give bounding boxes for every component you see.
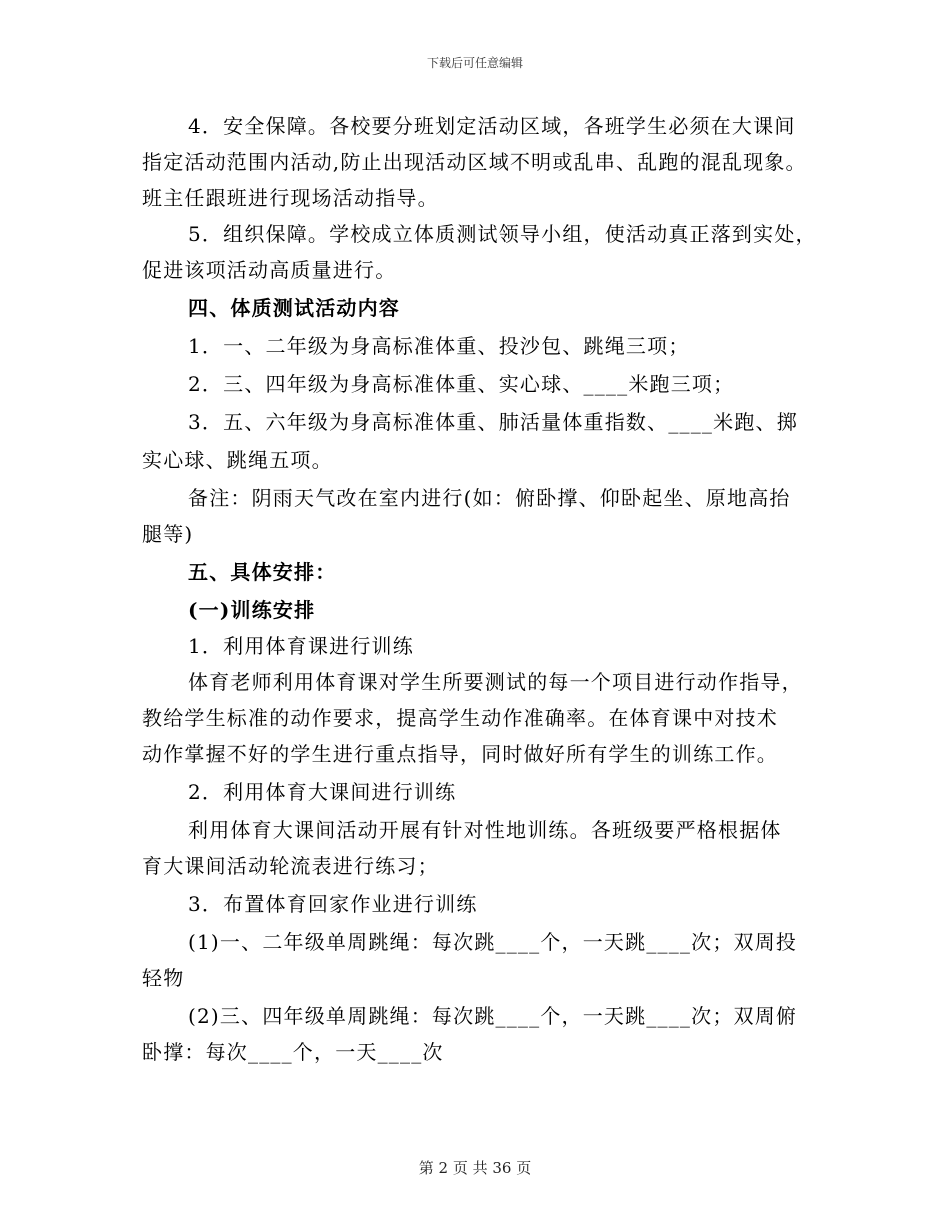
body-line: 动作掌握不好的学生进行重点指导，同时做好所有学生的训练工作。 [142, 742, 778, 766]
body-line: (1)一、二年级单周跳绳：每次跳____个，一天跳____次；双周投 [188, 930, 798, 954]
body-line: 班主任跟班进行现场活动指导。 [142, 186, 439, 210]
body-line: 备注：阴雨天气改在室内进行(如：俯卧撑、仰卧起坐、原地高抬 [188, 486, 791, 510]
body-line: 腿等) [142, 522, 194, 546]
body-line: 育大课间活动轮流表进行练习； [142, 854, 439, 878]
body-line: 2．利用体育大课间进行训练 [188, 780, 457, 804]
subsection-heading: (一)训练安排 [188, 598, 316, 622]
body-line: 教给学生标准的动作要求，提高学生动作准确率。在体育课中对技术 [142, 706, 778, 730]
page-header: 下载后可任意编辑 [426, 56, 523, 70]
body-line: 3．布置体育回家作业进行训练 [188, 892, 478, 916]
body-line: 3．五、六年级为身高标准体重、肺活量体重指数、____米跑、掷 [188, 410, 798, 434]
section-heading: 四、体质测试活动内容 [188, 296, 400, 320]
body-line: 2．三、四年级为身高标准体重、实心球、____米跑三项； [188, 372, 735, 396]
body-line: 促进该项活动高质量进行。 [142, 258, 397, 282]
body-line: 利用体育大课间活动开展有针对性地训练。各班级要严格根据体 [188, 818, 782, 842]
page-footer: 第 2 页 共 36 页 [418, 1159, 532, 1177]
body-line: (2)三、四年级单周跳绳：每次跳____个，一天跳____次；双周俯 [188, 1004, 798, 1028]
body-line: 1．一、二年级为身高标准体重、投沙包、跳绳三项； [188, 334, 690, 358]
body-line: 5．组织保障。学校成立体质测试领导小组，使活动真正落到实处， [188, 222, 817, 246]
body-line: 体育老师利用体育课对学生所要测试的每一个项目进行动作指导， [188, 670, 803, 694]
body-line: 指定活动范围内活动,防止出现活动区域不明或乱串、乱跑的混乱现象。 [142, 150, 807, 174]
body-line: 4．安全保障。各校要分班划定活动区域，各班学生必须在大课间 [188, 114, 796, 138]
body-line: 轻物 [142, 966, 185, 990]
body-line: 1．利用体育课进行训练 [188, 634, 414, 658]
body-line: 实心球、跳绳五项。 [142, 448, 333, 472]
body-line: 卧撑：每次____个，一天____次 [142, 1040, 444, 1064]
section-heading: 五、具体安排： [188, 560, 337, 584]
